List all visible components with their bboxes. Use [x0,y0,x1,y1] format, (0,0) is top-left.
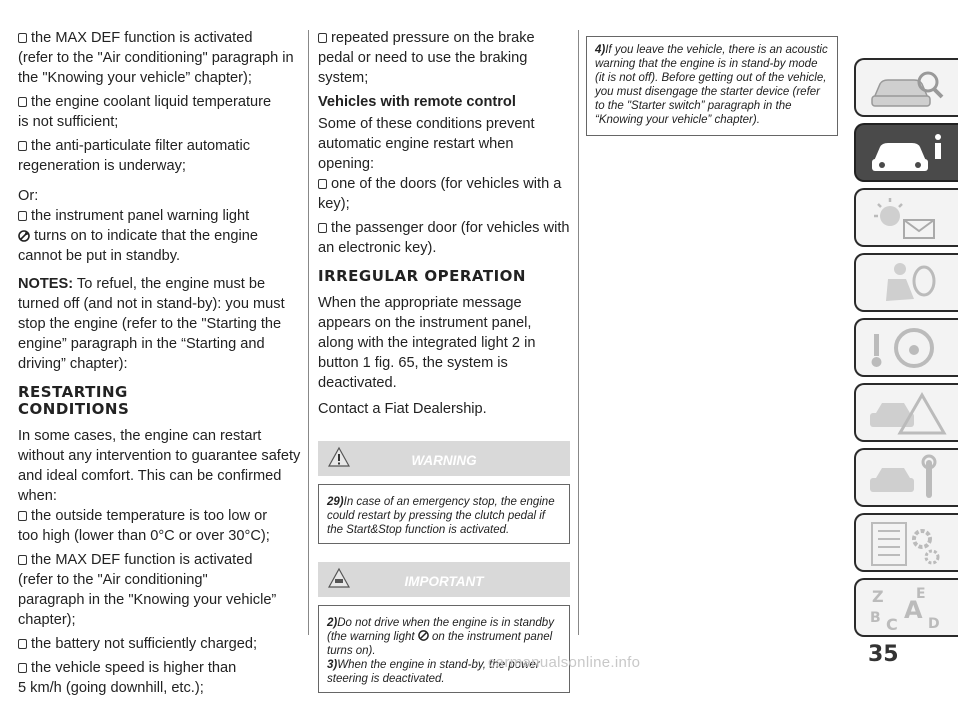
svg-text:Z: Z [872,587,884,606]
warning-panel-body: 29)In case of an emergency stop, the engine could restart by pressing the clutch pedal if the Start&Stop function is activated. [318,484,570,544]
important-item: 2)Do not drive when the engine is in standby (the warning light on the instrument panel turns on). [327,617,554,657]
column-left [18,28,304,702]
key-steering-wheel-icon [866,324,950,374]
paragraph: In some cases, the engine can restart without any intervention to guarantee safety and ideal comfort. This can be confirmed when: [18,428,301,504]
svg-text:A: A [904,596,923,624]
paragraph: When the appropriate message appears on the instrument panel, along with the integrated light 2 in button 1 fig. 65, the system is deactivated. [318,295,536,391]
checkbox-bullet-icon [318,33,327,43]
note-box: 4)If you leave the vehicle, there is an acoustic warning that the engine is in stand-by mode (it is not off). Before getting out of the vehicle, you must disengage the starter device (refer to the "Starter switch” paragraph in the “Knowing your vehicle” chapter). [586,36,838,136]
important-panel-header [318,562,570,597]
list-item: the battery not sufficiently charged; [18,634,304,654]
list-item-continuation: regeneration is underway; [18,158,186,174]
checkbox-bullet-icon [18,211,27,221]
checkbox-bullet-icon [18,141,27,151]
or-label: Or: [18,188,39,204]
svg-text:B: B [870,610,881,626]
watermark: carmanualsonline.info [488,654,641,671]
checkbox-bullet-icon [18,639,27,649]
column-right [586,36,838,136]
tab-technical-data[interactable] [854,513,958,572]
list-item-continuation: an electronic key). [318,240,437,256]
list-item: the passenger door (for vehicles with [318,218,570,238]
tab-maintenance[interactable] [854,448,958,507]
column-divider [578,30,579,635]
tab-warning-lights[interactable] [854,188,958,247]
list-item-continuation: paragraph in the "Knowing your vehicle” [18,592,277,608]
tab-emergency[interactable] [854,383,958,442]
engine-standby-warning-icon [418,630,429,641]
list-item-continuation: key); [318,196,350,212]
svg-text:C: C [886,615,898,634]
warning-panel-header [318,441,570,476]
list-item: the outside temperature is too low or [18,506,304,526]
warning-light-envelope-icon [866,194,950,244]
important-item: 3)When the engine in stand-by, the power steering is deactivated. [327,659,540,685]
paragraph: Some of these conditions prevent automatic engine restart when opening: [318,116,535,172]
checkbox-bullet-icon [318,223,327,233]
section-heading-restarting: RESTARTING CONDITIONS [18,383,130,418]
list-item: one of the doors (for vehicles with a [318,174,570,194]
warning-title: WARNING [411,453,477,468]
svg-text:D: D [928,616,940,632]
list-item-continuation: turns on to indicate that the engine [18,226,304,246]
checkbox-bullet-icon [18,511,27,521]
column-divider [308,30,309,635]
list-item: the MAX DEF function is activated [18,550,304,570]
column-middle [318,28,570,693]
car-info-icon [866,129,950,179]
specs-list-gear-icon [866,519,950,569]
seat-airbag-icon [866,259,950,309]
alphabet-index-icon [866,584,950,634]
checkbox-bullet-icon [18,555,27,565]
list-item-continuation: (refer to the "Air conditioning" paragraph in the "Knowing your vehicle” chapter); [18,50,294,86]
paragraph: Contact a Fiat Dealership. [318,401,487,417]
checkbox-bullet-icon [318,179,327,189]
list-item-continuation: cannot be put in standby. [18,248,180,264]
engine-standby-warning-icon [18,230,30,242]
car-wrench-icon [866,454,950,504]
list-item-continuation: system; [318,70,369,86]
list-item: the vehicle speed is higher than [18,658,304,678]
list-item: the MAX DEF function is activated [18,28,304,48]
list-item-continuation: 5 km/h (going downhill, etc.); [18,680,204,696]
list-item: repeated pressure on the brake [318,28,570,48]
list-item-continuation: is not sufficient; [18,114,119,130]
page-number: 35 [868,642,899,667]
list-item: the anti-particulate filter automatic [18,136,304,156]
car-magnifier-icon [866,64,950,114]
list-item: the instrument panel warning light [18,206,304,226]
important-panel-body [318,605,570,693]
chapter-tabs [854,58,960,643]
subheading-remote-control: Vehicles with remote control [318,94,516,110]
notes-paragraph: NOTES: To refuel, the engine must be turned off (and not in stand-by): you must stop the engine (refer to the "Starting the engine” paragraph in the “Starting and driving” chapter): [18,276,285,372]
checkbox-bullet-icon [18,33,27,43]
tab-safety[interactable] [854,253,958,312]
list-item-continuation: pedal or need to use the braking [318,50,528,66]
svg-text:E: E [916,586,926,602]
checkbox-bullet-icon [18,97,27,107]
list-item-continuation: (refer to the "Air conditioning" [18,572,208,588]
car-warning-triangle-icon [866,389,950,439]
list-item: the engine coolant liquid temperature [18,92,304,112]
list-item-continuation: too high (lower than 0°C or over 30°C); [18,528,270,544]
tab-starting-driving[interactable] [854,318,958,377]
checkbox-bullet-icon [18,663,27,673]
list-item-continuation: chapter); [18,612,76,628]
tab-knowing-vehicle[interactable] [854,123,958,182]
important-title: IMPORTANT [404,574,484,589]
tab-knowing-vehicle-dashboard[interactable] [854,58,958,117]
section-heading-irregular: IRREGULAR OPERATION [318,267,526,285]
tab-index[interactable] [854,578,958,637]
